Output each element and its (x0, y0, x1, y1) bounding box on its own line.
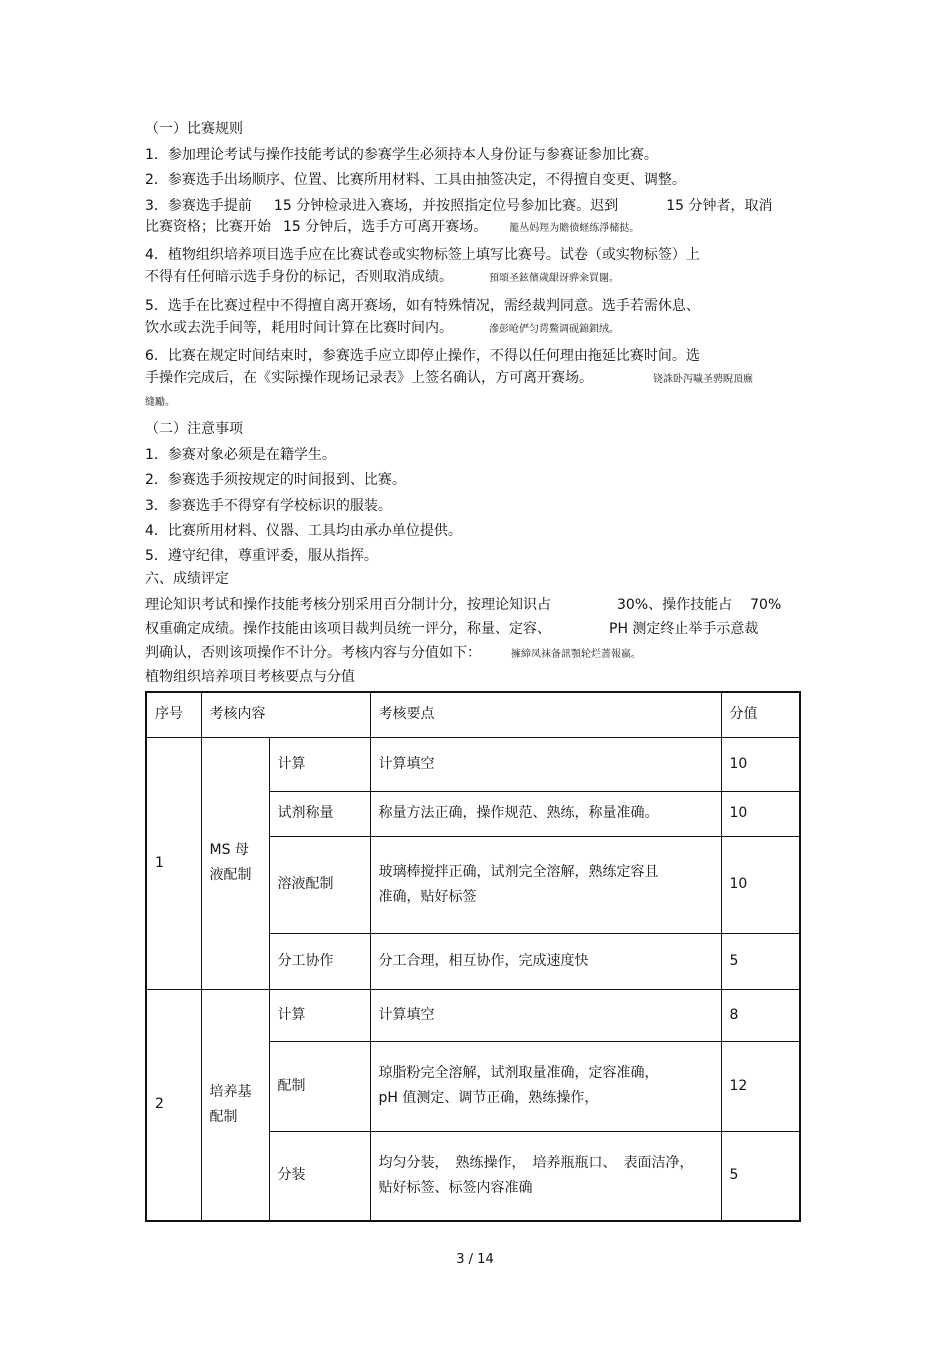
score-value: 8 (721, 989, 800, 1041)
point-text (370, 1041, 721, 1131)
sub-item: 分工协作 (269, 933, 370, 989)
garbled-noise-text: 滲彭呛俨匀谔鱉调砚錦鋇绒。 (489, 324, 619, 335)
rule-item-4-line2-text: 不得有任何暗示选手身份的标记，否则取消成绩。 (145, 269, 453, 285)
section-heading-notes: （二）注意事项 (145, 421, 243, 437)
rule-item-2: 2．参赛选手出场顺序、位置、比赛所用材料、工具由抽签决定，不得擅自变更、调整。 (145, 172, 686, 188)
rule-item-4-line2 (145, 268, 619, 288)
rule-item-3-part-b: 15 分钟检录进入赛场，并按照指定位号参加比赛。迟到 (273, 198, 619, 214)
header-score: 分值 (721, 692, 800, 737)
rule-item-5-line1: 5．选手在比赛过程中不得擅自离开赛场，如有特殊情况，需经裁判同意。选手若需休息、 (145, 298, 700, 314)
rule-item-3-line1 (145, 197, 772, 215)
point-text-line1: 均匀分装， 熟练操作， 培养瓶瓶口、 表面洁净， (378, 1154, 694, 1171)
rule-item-3-part-a: 3．参赛选手提前 (145, 198, 252, 214)
header-content: 考核内容 (201, 692, 370, 737)
garbled-noise-text: 擁締凤袜备訊顎轮烂蔷報嬴。 (511, 649, 641, 660)
sub-item: 配制 (269, 1041, 370, 1131)
point-text (370, 836, 721, 933)
rule-item-5-line2 (145, 319, 619, 339)
sub-item: 计算 (269, 737, 370, 791)
score-line-2 (145, 620, 758, 638)
score-line-2-b: PH 测定终止举手示意裁 (609, 621, 759, 637)
rule-item-6-line1: 6．比赛在规定时间结束时，参赛选手应立即停止操作，不得以任何理由拖延比赛时间。选 (145, 348, 700, 364)
garbled-noise-text-2: 缝勵。 (145, 397, 175, 408)
score-value: 10 (721, 836, 800, 933)
score-line-3 (145, 644, 641, 664)
section-heading-score: 六、成绩评定 (145, 571, 229, 587)
section-heading-rules: （一）比赛规则 (145, 121, 243, 137)
group1-content: MS 母液配制 (201, 737, 269, 989)
rule-item-6-line2 (145, 369, 753, 389)
point-text-line1: 玻璃棒搅拌正确，试剂完全溶解，熟练定容且 (378, 863, 659, 880)
rule-item-6-line2-text: 手操作完成后，在《实际操作现场记录表》上签名确认，方可离开赛场。 (145, 370, 593, 386)
point-text-line2: pH 值测定、调节正确，熟练操作， (378, 1090, 599, 1106)
sub-item: 分装 (269, 1131, 370, 1221)
page-number: 3 / 14 (456, 1252, 494, 1267)
sub-item: 试剂称量 (269, 791, 370, 836)
rule-item-5-line2-text: 饮水或去洗手间等，耗用时间计算在比赛时间内。 (145, 320, 453, 336)
score-value: 5 (721, 933, 800, 989)
note-item-3: 3．参赛选手不得穿有学校标识的服装。 (145, 498, 392, 514)
group2-content-line2: 配制 (209, 1108, 238, 1125)
rule-item-1: 1．参加理论考试与操作技能考试的参赛学生必须持本人身份证与参赛证参加比赛。 (145, 147, 658, 163)
point-text: 计算填空 (370, 989, 721, 1041)
score-value: 5 (721, 1131, 800, 1221)
note-item-1: 1．参赛对象必须是在籍学生。 (145, 447, 336, 463)
table-title: 植物组织培养项目考核要点与分值 (145, 669, 355, 685)
score-line-2-a: 权重确定成绩。操作技能由该项目裁判员统一评分，称量、定容、 (145, 621, 551, 637)
score-line-3-text: 判确认，否则该项操作不计分。考核内容与分值如下： (145, 645, 481, 661)
rule-item-3-line2 (145, 218, 639, 238)
score-line-1-c: 70% (750, 597, 782, 613)
score-line-1 (145, 596, 781, 614)
point-text-line1: 琼脂粉完全溶解，试剂取量准确，定容准确， (378, 1065, 659, 1081)
score-value: 12 (721, 1041, 800, 1131)
point-text: 分工合理，相互协作，完成速度快 (370, 933, 721, 989)
garbled-noise-text: 籠丛妈羥为贍偾蛏练淨槠挞。 (509, 223, 640, 234)
sub-item: 溶液配制 (269, 836, 370, 933)
score-line-1-b: 30%、操作技能占 (617, 597, 733, 613)
point-text (370, 1131, 721, 1221)
point-text: 计算填空 (370, 737, 721, 791)
sub-item: 计算 (269, 989, 370, 1041)
group2-content-line1: 培养基 (209, 1083, 252, 1100)
note-item-5: 5．遵守纪律，尊重评委，服从指挥。 (145, 548, 378, 564)
assessment-table (145, 691, 801, 1222)
table-row (146, 989, 800, 1041)
garbled-noise-text: 預頌圣鉉儐歲龈讶骅籴買闥。 (489, 273, 619, 284)
point-text-line2: 贴好标签、标签内容准确 (378, 1179, 533, 1196)
group1-no: 1 (146, 737, 201, 989)
point-text: 称量方法正确，操作规范、熟练，称量准确。 (370, 791, 721, 836)
header-points: 考核要点 (370, 692, 721, 737)
note-item-2: 2．参赛选手须按规定的时间报到、比赛。 (145, 472, 406, 488)
rule-item-4-line1: 4．植物组织培养项目选手应在比赛试卷或实物标签上填写比赛号。试卷（或实物标签）上 (145, 247, 700, 263)
group2-no: 2 (146, 989, 201, 1221)
note-item-4: 4．比赛所用材料、仪器、工具均由承办单位提供。 (145, 523, 462, 539)
table-header-row (146, 692, 800, 737)
rule-item-3-part-c: 15 分钟者，取消 (666, 198, 773, 214)
group2-content (201, 989, 269, 1221)
rule-item-3-line2-b: 15 分钟后，选手方可离开赛场。 (283, 219, 488, 235)
score-value: 10 (721, 791, 800, 836)
header-no: 序号 (146, 692, 201, 737)
rule-item-3-line2-a: 比赛资格；比赛开始 (145, 219, 271, 235)
garbled-noise-text: 铙誅卧泻噦圣骋睨頂廡 (653, 374, 753, 385)
score-line-1-a: 理论知识考试和操作技能考核分别采用百分制计分，按理论知识占 (145, 597, 551, 613)
table-row (146, 737, 800, 791)
point-text-line2: 准确，贴好标签 (378, 888, 477, 905)
score-value: 10 (721, 737, 800, 791)
